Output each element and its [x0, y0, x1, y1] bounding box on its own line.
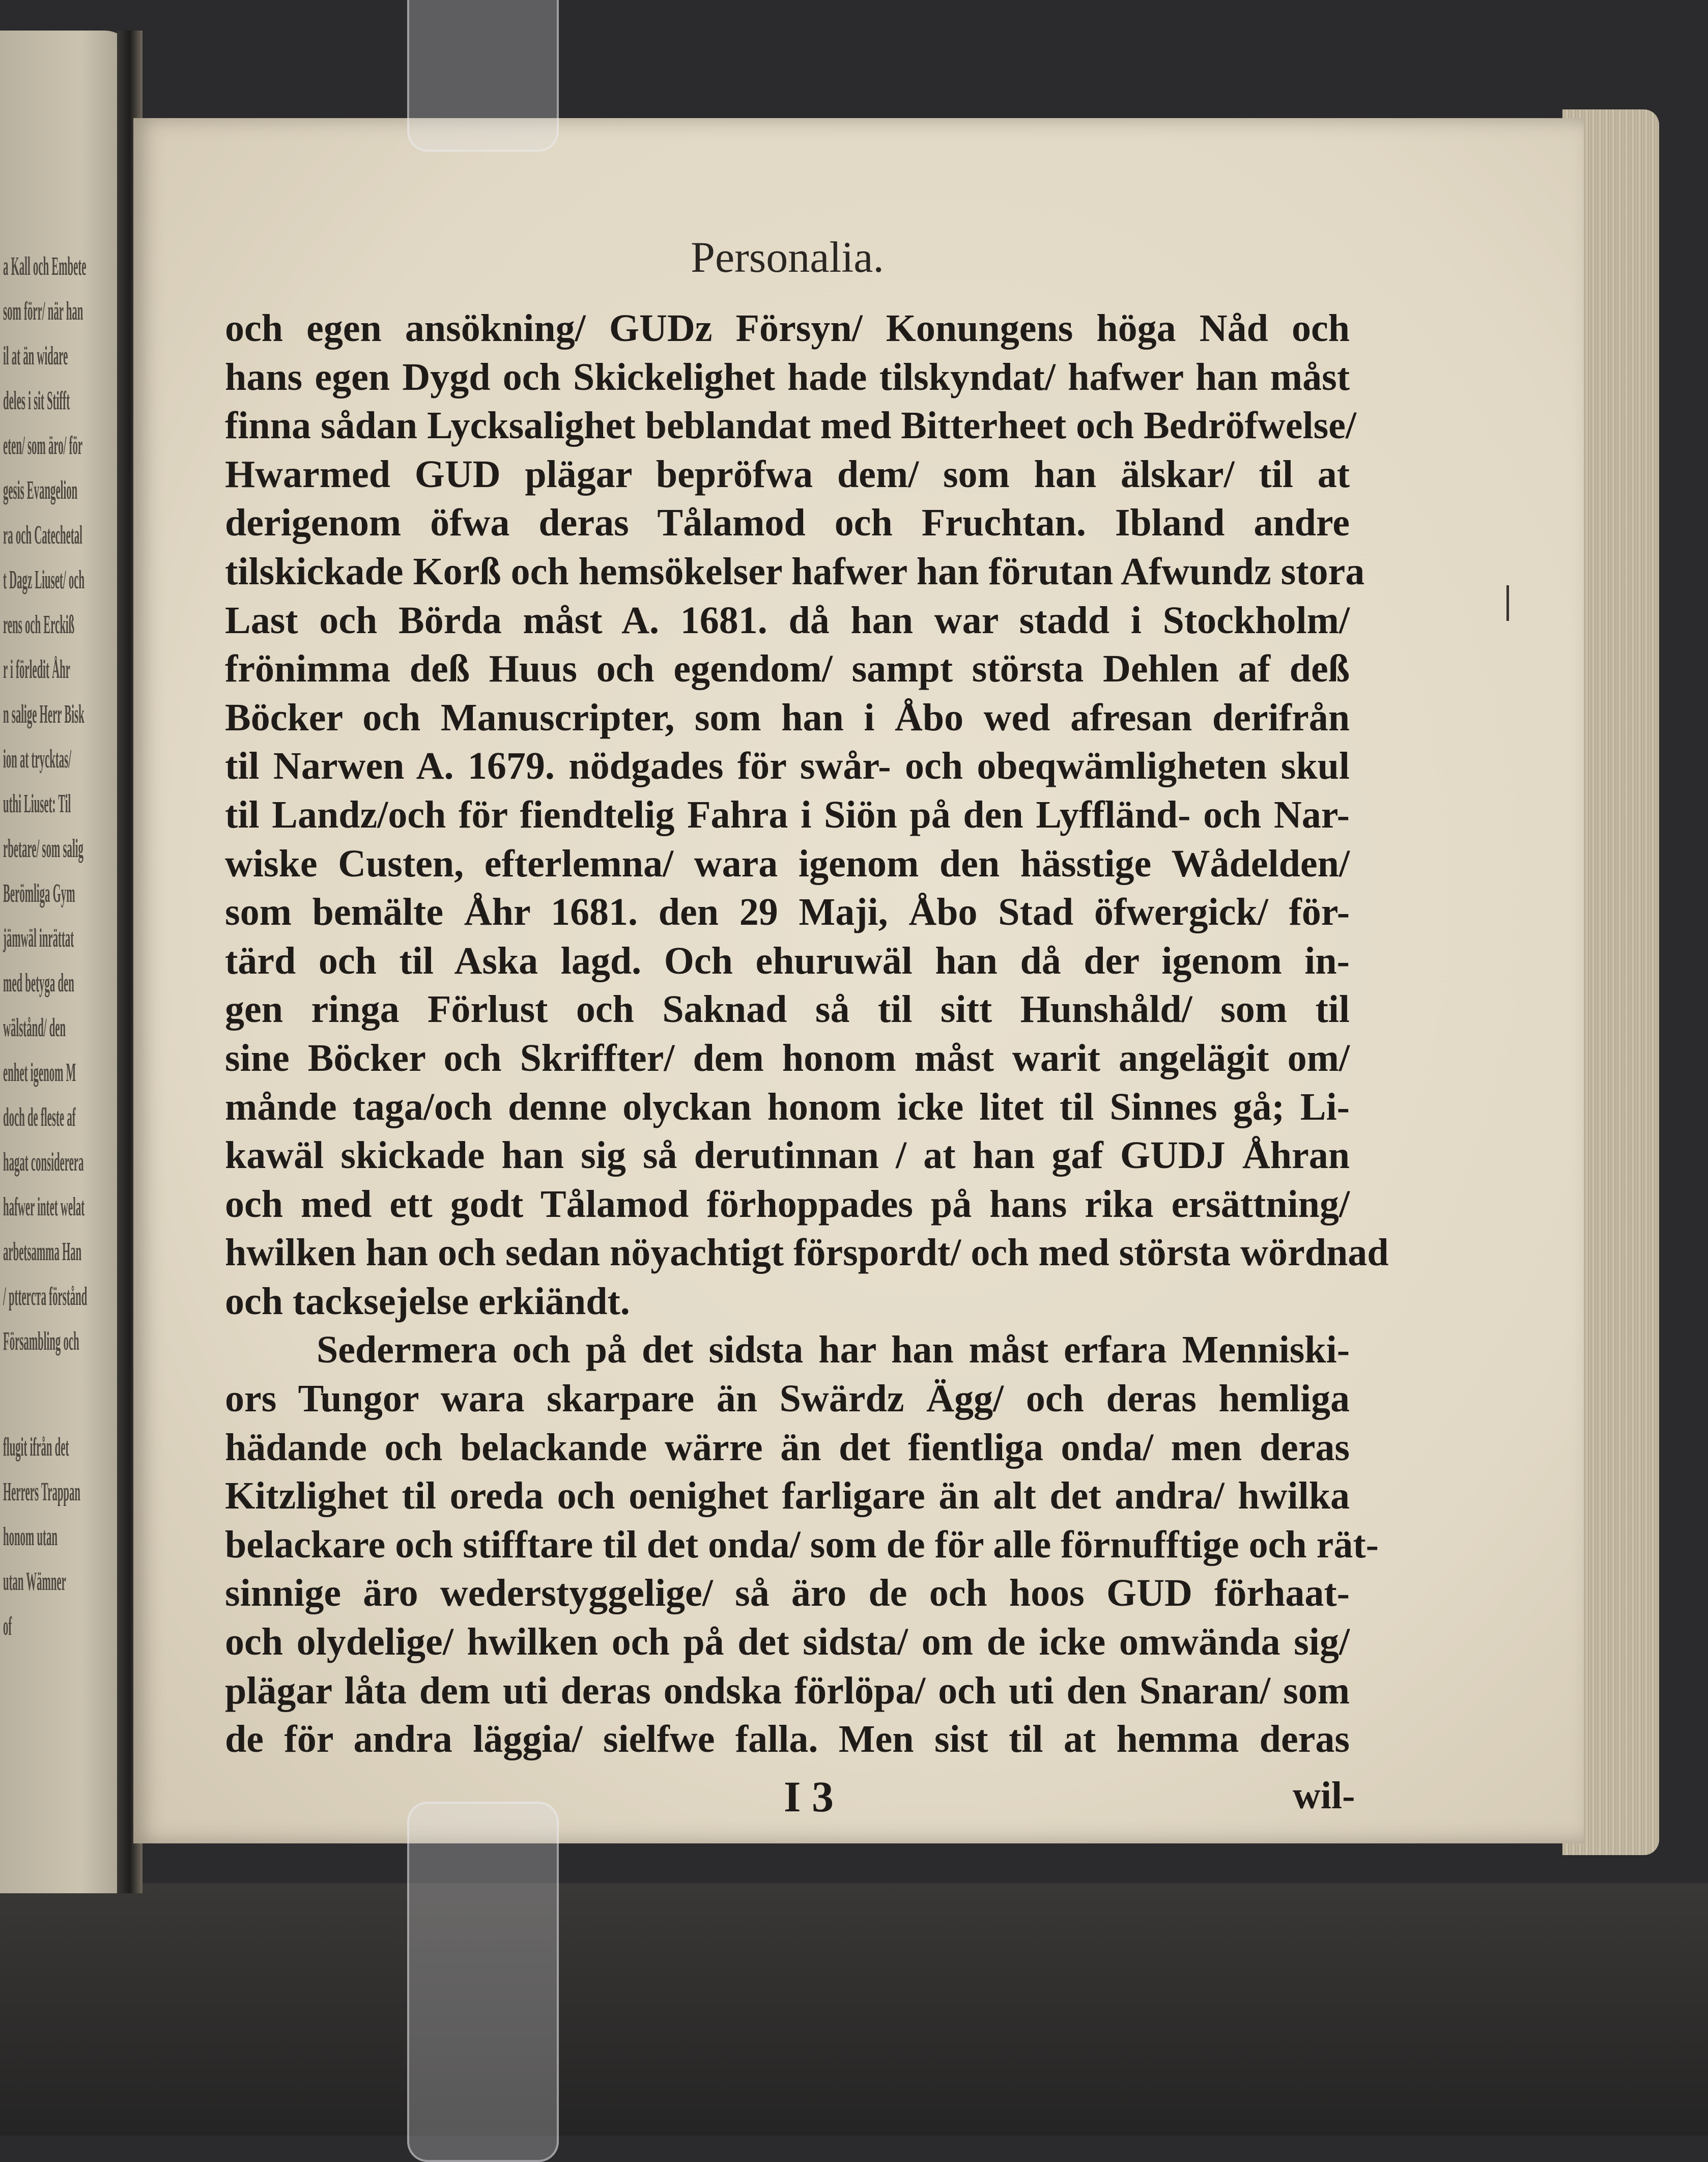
page-clip-bottom [407, 1802, 559, 2162]
text-line: wiske Custen, efterlemna/ wara igenom den hässtige Wådelden/ [225, 842, 1350, 885]
text-line: Sedermera och på det sidsta har han måst erfara Menniski- [317, 1328, 1350, 1372]
left-fragment: utan Wämner [3, 1567, 66, 1596]
left-fragment: rens och Erckiß [3, 610, 75, 639]
text-line: gen ringa Förlust och Saknad så til sitt Hunshåld/ som til [225, 988, 1350, 1031]
left-fragment: jämwäl inrättat [3, 924, 74, 953]
left-fragment: honom utan [3, 1522, 58, 1551]
left-fragment: wälstånd/ den [3, 1013, 66, 1042]
left-fragment: ion at trycktas/ [3, 745, 72, 774]
margin-mark [1506, 585, 1509, 621]
left-fragment: t Dagz Liuset/ och [3, 565, 85, 594]
left-fragment: flugit ifrån det [3, 1433, 69, 1462]
text-line: finna sådan Lycksalighet beblandat med Bitterheet och Bedröfwelse/ [225, 404, 1357, 447]
text-line: tilskickade Korß och hemsökelser hafwer han förutan Afwundz stora [225, 550, 1365, 593]
text-line: och olydelige/ hwilken och på det sidsta/ om de icke omwända sig/ [225, 1620, 1350, 1664]
text-line: sinnige äro wederstyggelige/ så äro de och hoos GUD förhaat- [225, 1572, 1350, 1615]
text-line: til Landz/och för fiendtelig Fahra i Siön på den Lyffländ- och Nar- [225, 793, 1350, 836]
left-fragment: doch de fleste af [3, 1103, 76, 1132]
left-fragment: deles i sit Stifft [3, 386, 70, 415]
text-line: hwilken han och sedan nöyachtigt förspordt/ och med största wördnad [225, 1231, 1389, 1274]
catchword: wil- [1293, 1774, 1355, 1817]
text-line: sine Böcker och Skriffter/ dem honom måst warit angelägit om/ [225, 1036, 1350, 1079]
left-fragment: r i förledit Åhr [3, 655, 70, 684]
left-fragment: uthi Liuset: Til [3, 789, 71, 818]
left-fragment: arbetsamma Han [3, 1237, 82, 1266]
left-fragment: n salige Herr Bisk [3, 700, 84, 729]
left-fragment: enhet igenom M [3, 1058, 76, 1087]
text-line: och tacksejelse erkiändt. [225, 1279, 630, 1323]
text-line: Last och Börda måst A. 1681. då han war stadd i Stockholm/ [225, 599, 1350, 642]
text-line: månde taga/och denne olyckan honom icke litet til Sinnes gå; Li- [225, 1085, 1350, 1128]
left-fragment: med betyga den [3, 969, 74, 998]
signature-mark: I 3 [784, 1772, 834, 1821]
left-fragment: hagat considerera [3, 1148, 84, 1177]
text-line: kawäl skickade han sig så derutinnan / at han gaf GUDJ Åhran [225, 1134, 1350, 1177]
left-fragment: / ptterста förstånd [3, 1282, 88, 1311]
left-fragment: rbetare/ som salig [3, 834, 83, 863]
left-fragment: som förr/ när han [3, 297, 83, 326]
body-text [225, 304, 1389, 1764]
text-line: Kitzlighet til oreda och oenighet farligare än alt det andra/ hwilka [225, 1474, 1350, 1518]
text-line: plägar låta dem uti deras ondska förlöpa/ och uti den Snaran/ som [225, 1669, 1350, 1712]
left-fragment: a Kall och Embete [3, 252, 87, 281]
paragraph-gap [3, 1364, 115, 1425]
left-fragment: ra och Catechetal [3, 521, 82, 550]
left-fragment: Herrers Trappan [3, 1477, 80, 1506]
left-fragment: gesis Evangelion [3, 476, 78, 505]
text-line: de för andra läggia/ sielfwe falla. Men sist til at hemma deras [225, 1718, 1350, 1761]
left-fragment: of [3, 1612, 12, 1641]
text-line: hans egen Dygd och Skickelighet hade tilskyndat/ hafwer han måst [225, 355, 1350, 399]
text-line: belackare och stifftare til det onda/ som de för alle förnufftige och rät- [225, 1523, 1379, 1566]
text-line: och med ett godt Tålamod förhoppades på hans rika ersättning/ [225, 1182, 1350, 1226]
left-page-text [3, 244, 115, 1649]
text-line: och egen ansökning/ GUDz Försyn/ Konungens höga Nåd och [225, 307, 1350, 350]
text-line: Böcker och Manuscripter, som han i Åbo wed afresan derifrån [225, 696, 1350, 739]
text-line: ors Tungor wara skarpare än Swärdz Ägg/ och deras hemliga [225, 1377, 1350, 1420]
page-clip-top [407, 0, 559, 152]
text-line: derigenom öfwa deras Tålamod och Fruchtan. Ibland andre [225, 501, 1350, 545]
text-line: Hwarmed GUD plägar bepröfwa dem/ som han älskar/ til at [225, 452, 1350, 496]
left-fragment: Försambling och [3, 1327, 79, 1356]
text-line: hädande och belackande wärre än det fientliga onda/ men deras [225, 1426, 1350, 1469]
text-line: til Narwen A. 1679. nödgades för swår- och obeqwämligheten skul [225, 745, 1350, 788]
left-fragment: il at än widare [3, 342, 68, 371]
text-line: tärd och til Aska lagd. Och ehuruwäl han då der igenom in- [225, 939, 1350, 982]
table-surface [0, 1883, 1708, 2136]
text-line: frönimma deß Huus och egendom/ sampt största Dehlen af deß [225, 647, 1350, 691]
left-fragment: Berömliga Gym [3, 879, 75, 908]
running-head: Personalia. [691, 233, 884, 281]
left-fragment: hafwer intet welat [3, 1192, 85, 1221]
text-line: som bemälte Åhr 1681. den 29 Maji, Åbo Stad öfwergick/ för- [225, 891, 1350, 934]
left-fragment: eten/ som äro/ för [3, 431, 83, 460]
